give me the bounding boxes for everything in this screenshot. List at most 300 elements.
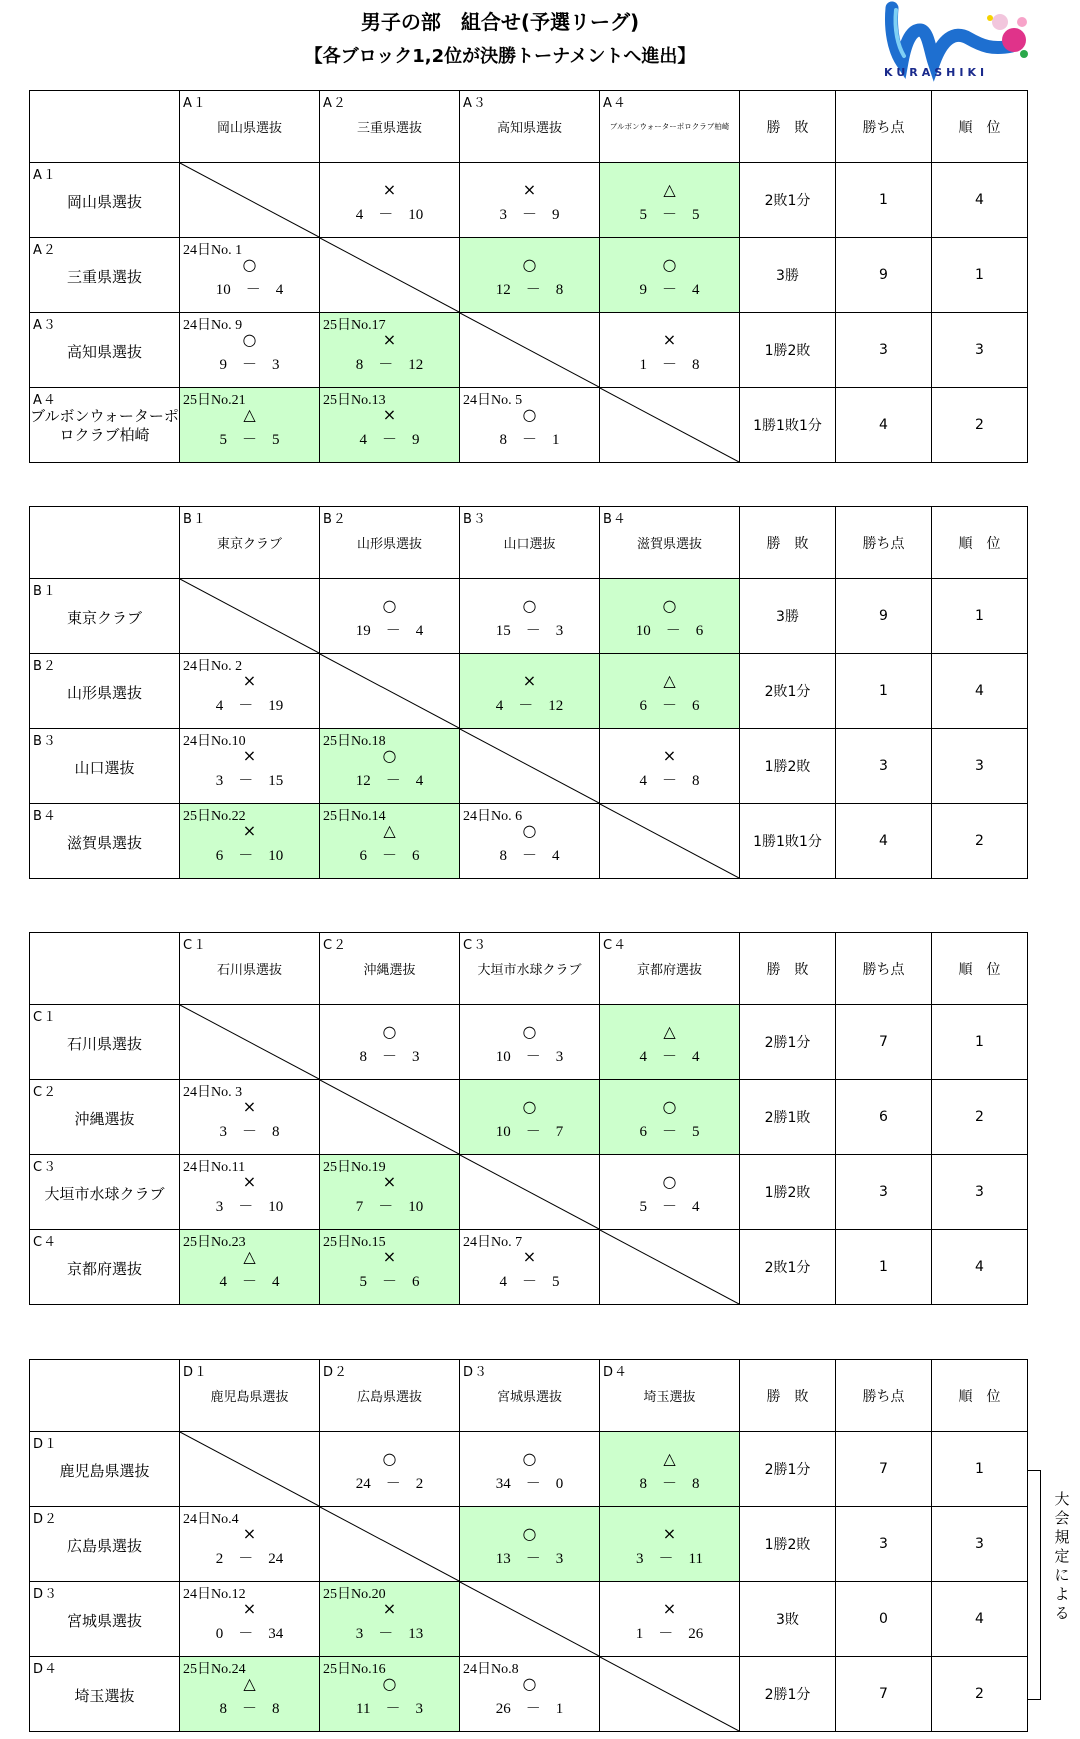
match-slot: 25日No.16	[323, 1662, 386, 1677]
rank-value: 1	[932, 1005, 1028, 1080]
win-loss-header: 勝 敗	[740, 933, 836, 1005]
points-value: 1	[836, 654, 932, 729]
team-name-header: 沖縄選抜	[363, 963, 416, 978]
match-score: 12 － 8	[495, 282, 564, 298]
match-result-cell	[460, 238, 600, 313]
table-row	[30, 579, 1028, 654]
result-mark: ○	[522, 821, 537, 840]
match-slot: 25日No.23	[183, 1235, 246, 1250]
match-result-cell	[180, 1582, 320, 1657]
result-mark: ×	[522, 1247, 537, 1266]
win-loss-header: 勝 敗	[740, 1360, 836, 1432]
match-score: 1 － 8	[639, 357, 700, 373]
result-mark: ×	[382, 405, 397, 424]
match-slot: 25日No.19	[323, 1160, 386, 1175]
diagonal-line	[180, 1005, 319, 1079]
match-score: 10 － 6	[635, 623, 704, 639]
row-header-team	[30, 1507, 180, 1582]
result-mark: ×	[522, 180, 537, 199]
match-result-cell	[600, 163, 740, 238]
points-value: 3	[836, 1507, 932, 1582]
table-row	[30, 1582, 1028, 1657]
win-loss-header: 勝 敗	[740, 91, 836, 163]
rank-value: 1	[932, 1432, 1028, 1507]
rank-value: 4	[932, 163, 1028, 238]
team-name-header: 東京クラブ	[216, 537, 282, 552]
team-code: A１	[183, 96, 207, 111]
team-name: 大垣市水球クラブ	[44, 1185, 165, 1203]
match-result-cell	[320, 1230, 460, 1305]
match-score: 12 － 4	[355, 773, 424, 789]
match-score: 13 － 3	[495, 1551, 564, 1567]
match-slot: 25日No.18	[323, 734, 386, 749]
result-mark: ×	[662, 746, 677, 765]
row-header-team	[30, 579, 180, 654]
team-name-header: ブルボンウォーターポロクラブ柏崎	[609, 122, 730, 131]
rank-value: 2	[932, 1657, 1028, 1732]
team-name: 宮城県選抜	[66, 1612, 142, 1630]
match-score: 7 － 10	[355, 1199, 424, 1215]
result-mark: ○	[242, 255, 257, 274]
match-score: 3 － 15	[215, 773, 284, 789]
match-score: 34 － 0	[495, 1476, 564, 1492]
match-score: 6 － 6	[639, 698, 700, 714]
table-row	[30, 1432, 1028, 1507]
league-table-block-4	[29, 1359, 1028, 1732]
result-mark: △	[663, 1449, 676, 1468]
team-name: 沖縄選抜	[74, 1110, 135, 1128]
match-score: 4 － 9	[359, 432, 420, 448]
match-slot: 25日No.15	[323, 1235, 386, 1250]
team-code: B４	[33, 809, 57, 824]
diagonal-line	[600, 1230, 739, 1304]
match-score: 4 － 4	[639, 1049, 700, 1065]
points-header: 勝ち点	[836, 1360, 932, 1432]
match-score: 3 － 9	[499, 207, 560, 223]
self-match-cell	[600, 388, 740, 463]
match-result-cell	[600, 579, 740, 654]
team-code: A２	[323, 96, 347, 111]
table-row	[30, 1155, 1028, 1230]
team-code: B３	[463, 512, 487, 527]
match-score: 19 － 4	[355, 623, 424, 639]
column-header-team	[320, 507, 460, 579]
result-mark: ○	[522, 1097, 537, 1116]
match-result-cell	[180, 388, 320, 463]
match-result-cell	[460, 163, 600, 238]
team-name-header: 埼玉選抜	[643, 1390, 696, 1405]
team-code: D１	[33, 1437, 59, 1452]
team-name: 石川県選抜	[66, 1035, 142, 1053]
result-mark: ○	[522, 1022, 537, 1041]
match-score: 8 － 1	[499, 432, 560, 448]
league-table-block-2	[29, 506, 1028, 879]
self-match-cell	[320, 1507, 460, 1582]
row-header-team	[30, 163, 180, 238]
logo-text: KURASHIKI	[884, 66, 989, 79]
table-row	[30, 654, 1028, 729]
points-value: 4	[836, 804, 932, 879]
tiebreak-note: 大会規定による	[1054, 1490, 1070, 1622]
rank-header: 順 位	[932, 933, 1028, 1005]
team-name-header: 滋賀県選抜	[636, 537, 702, 552]
team-name-header: 石川県選抜	[216, 963, 282, 978]
result-mark: ○	[382, 1449, 397, 1468]
page-subtitle: 【各ブロック1,2位が決勝トーナメントへ進出】	[304, 46, 696, 67]
self-match-cell	[180, 163, 320, 238]
match-score: 5 － 5	[219, 432, 280, 448]
match-score: 10 － 7	[495, 1124, 564, 1140]
column-header-team	[460, 1360, 600, 1432]
match-score: 5 － 5	[639, 207, 700, 223]
win-loss-record: 2敗1分	[740, 654, 836, 729]
match-result-cell	[320, 388, 460, 463]
self-match-cell	[460, 1582, 600, 1657]
match-score: 6 － 6	[359, 848, 420, 864]
match-score: 4 － 8	[639, 773, 700, 789]
result-mark: ○	[522, 1449, 537, 1468]
self-match-cell	[320, 1080, 460, 1155]
team-code: B３	[33, 734, 57, 749]
rank-value: 4	[932, 654, 1028, 729]
diagonal-line	[320, 238, 459, 312]
column-header-team	[320, 1360, 460, 1432]
rank-header: 順 位	[932, 1360, 1028, 1432]
match-result-cell	[460, 1657, 600, 1732]
column-header-team	[460, 507, 600, 579]
result-mark: ○	[522, 1674, 537, 1693]
points-header: 勝ち点	[836, 507, 932, 579]
result-mark: ○	[662, 1097, 677, 1116]
match-slot: 24日No.12	[183, 1587, 246, 1602]
rank-value: 2	[932, 1080, 1028, 1155]
team-code: C４	[33, 1235, 58, 1250]
win-loss-record: 1勝2敗	[740, 729, 836, 804]
result-mark: △	[663, 180, 676, 199]
diagonal-line	[320, 654, 459, 728]
column-header-team	[600, 933, 740, 1005]
match-slot: 24日No.8	[463, 1662, 519, 1677]
match-slot: 24日No. 6	[463, 809, 523, 824]
match-result-cell	[600, 1507, 740, 1582]
self-match-cell	[320, 654, 460, 729]
team-name-header: 山形県選抜	[356, 537, 422, 552]
match-slot: 25日No.20	[323, 1587, 386, 1602]
diagonal-line	[460, 729, 599, 803]
result-mark: ×	[242, 1524, 257, 1543]
team-name: 滋賀県選抜	[66, 834, 142, 852]
diagonal-line	[460, 1155, 599, 1229]
match-slot: 24日No.4	[183, 1512, 239, 1527]
rank-header: 順 位	[932, 91, 1028, 163]
match-result-cell	[180, 729, 320, 804]
match-result-cell	[600, 1005, 740, 1080]
match-result-cell	[320, 579, 460, 654]
win-loss-record: 1勝2敗	[740, 1155, 836, 1230]
table-row	[30, 163, 1028, 238]
team-name: 京都府選抜	[66, 1260, 142, 1278]
match-score: 6 － 5	[639, 1124, 700, 1140]
result-mark: ○	[522, 405, 537, 424]
match-result-cell	[600, 1155, 740, 1230]
rank-header: 順 位	[932, 507, 1028, 579]
rank-value: 4	[932, 1230, 1028, 1305]
column-header-team	[180, 507, 320, 579]
result-mark: △	[663, 671, 676, 690]
team-name: 広島県選抜	[66, 1537, 142, 1555]
match-slot: 24日No.11	[183, 1160, 246, 1175]
win-loss-record: 2勝1敗	[740, 1080, 836, 1155]
column-header-team	[600, 91, 740, 163]
match-result-cell	[320, 1432, 460, 1507]
team-code: C４	[603, 938, 628, 953]
match-result-cell	[320, 313, 460, 388]
corner-cell	[30, 507, 180, 579]
match-result-cell	[180, 1507, 320, 1582]
table-row	[30, 804, 1028, 879]
team-name: 鹿児島県選抜	[59, 1462, 150, 1480]
match-score: 2 － 24	[215, 1551, 284, 1567]
points-value: 3	[836, 313, 932, 388]
diagonal-line	[600, 1657, 739, 1731]
team-code: A４	[33, 393, 57, 408]
row-header-team	[30, 1657, 180, 1732]
match-score: 26 － 1	[495, 1701, 564, 1717]
match-result-cell	[320, 1155, 460, 1230]
result-mark: ×	[662, 1599, 677, 1618]
diagonal-line	[600, 388, 739, 462]
match-score: 3 － 10	[215, 1199, 284, 1215]
self-match-cell	[460, 313, 600, 388]
team-code: A１	[33, 168, 57, 183]
match-score: 4 － 12	[495, 698, 564, 714]
win-loss-record: 2勝1分	[740, 1657, 836, 1732]
column-header-team	[320, 91, 460, 163]
match-result-cell	[180, 1230, 320, 1305]
team-name-header: 京都府選抜	[636, 963, 702, 978]
result-mark: ×	[382, 330, 397, 349]
match-result-cell	[180, 1155, 320, 1230]
team-name-header: 宮城県選抜	[496, 1390, 562, 1405]
points-value: 3	[836, 1155, 932, 1230]
corner-cell	[30, 933, 180, 1005]
match-score: 4 － 19	[215, 698, 284, 714]
match-score: 10 － 3	[495, 1049, 564, 1065]
team-code: D４	[33, 1662, 59, 1677]
points-value: 3	[836, 729, 932, 804]
result-mark: ×	[382, 180, 397, 199]
table-row	[30, 1005, 1028, 1080]
row-header-team	[30, 804, 180, 879]
team-name-header: 広島県選抜	[356, 1390, 422, 1405]
team-name: 三重県選抜	[66, 268, 142, 286]
result-mark: ×	[382, 1599, 397, 1618]
win-loss-record: 3勝	[740, 238, 836, 313]
table-row	[30, 238, 1028, 313]
tiebreak-bracket	[1028, 1470, 1041, 1700]
result-mark: △	[383, 821, 396, 840]
points-value: 7	[836, 1005, 932, 1080]
win-loss-record: 1勝1敗1分	[740, 388, 836, 463]
match-result-cell	[460, 579, 600, 654]
row-header-team	[30, 654, 180, 729]
column-header-team	[600, 1360, 740, 1432]
result-mark: ×	[662, 1524, 677, 1543]
self-match-cell	[180, 1005, 320, 1080]
team-code: D２	[33, 1512, 59, 1527]
result-mark: ×	[242, 746, 257, 765]
match-result-cell	[320, 804, 460, 879]
table-row	[30, 388, 1028, 463]
result-mark: ×	[242, 1599, 257, 1618]
match-score: 8 － 8	[639, 1476, 700, 1492]
match-score: 1 － 26	[635, 1626, 704, 1642]
table-row	[30, 1230, 1028, 1305]
match-result-cell	[600, 238, 740, 313]
win-loss-record: 2敗1分	[740, 1230, 836, 1305]
match-slot: 24日No. 1	[183, 243, 243, 258]
points-value: 0	[836, 1582, 932, 1657]
result-mark: ○	[522, 596, 537, 615]
result-mark: △	[663, 1022, 676, 1041]
team-code: C３	[33, 1160, 58, 1175]
table-row	[30, 1657, 1028, 1732]
match-result-cell	[460, 1432, 600, 1507]
team-name-header: 鹿児島県選抜	[210, 1390, 289, 1405]
column-header-team	[320, 933, 460, 1005]
row-header-team	[30, 388, 180, 463]
result-mark: △	[243, 1674, 256, 1693]
result-mark: ×	[382, 1172, 397, 1191]
points-header: 勝ち点	[836, 91, 932, 163]
match-slot: 25日No.22	[183, 809, 246, 824]
match-score: 3 － 13	[355, 1626, 424, 1642]
result-mark: ○	[382, 596, 397, 615]
rank-value: 3	[932, 729, 1028, 804]
match-slot: 24日No. 3	[183, 1085, 243, 1100]
rank-value: 2	[932, 804, 1028, 879]
match-result-cell	[600, 729, 740, 804]
result-mark: △	[243, 405, 256, 424]
match-score: 3 － 11	[636, 1551, 703, 1567]
team-code: C２	[33, 1085, 58, 1100]
match-result-cell	[460, 1005, 600, 1080]
match-score: 10 － 4	[215, 282, 284, 298]
result-mark: ○	[662, 1172, 677, 1191]
result-mark: ○	[242, 330, 257, 349]
team-code: B２	[323, 512, 347, 527]
win-loss-record: 2勝1分	[740, 1005, 836, 1080]
result-mark: ×	[382, 1247, 397, 1266]
match-result-cell	[460, 804, 600, 879]
team-code: C３	[463, 938, 488, 953]
match-slot: 25日No.21	[183, 393, 246, 408]
diagonal-line	[180, 1432, 319, 1506]
column-header-team	[180, 91, 320, 163]
diagonal-line	[460, 313, 599, 387]
row-header-team	[30, 729, 180, 804]
column-header-team	[180, 1360, 320, 1432]
match-result-cell	[180, 313, 320, 388]
team-code: D３	[463, 1365, 489, 1380]
team-code: C２	[323, 938, 348, 953]
row-header-team	[30, 1080, 180, 1155]
self-match-cell	[180, 1432, 320, 1507]
league-table-block-3	[29, 932, 1028, 1305]
table-row	[30, 1507, 1028, 1582]
match-result-cell	[460, 388, 600, 463]
result-mark: ○	[382, 746, 397, 765]
team-code: B２	[33, 659, 57, 674]
match-slot: 25日No.14	[323, 809, 386, 824]
team-code: A４	[603, 96, 627, 111]
row-header-team	[30, 238, 180, 313]
win-loss-record: 3勝	[740, 579, 836, 654]
diagonal-line	[180, 163, 319, 237]
match-score: 8 － 8	[219, 1701, 280, 1717]
match-score: 24 － 2	[355, 1476, 424, 1492]
rank-value: 4	[932, 1582, 1028, 1657]
result-mark: ○	[382, 1674, 397, 1693]
table-row	[30, 1080, 1028, 1155]
self-match-cell	[460, 1155, 600, 1230]
match-score: 8 － 3	[359, 1049, 420, 1065]
points-value: 7	[836, 1432, 932, 1507]
match-result-cell	[460, 1507, 600, 1582]
match-result-cell	[600, 1582, 740, 1657]
match-score: 4 － 4	[219, 1274, 280, 1290]
result-mark: ○	[522, 1524, 537, 1543]
rank-value: 2	[932, 388, 1028, 463]
self-match-cell	[600, 1230, 740, 1305]
diagonal-line	[320, 1080, 459, 1154]
match-result-cell	[180, 238, 320, 313]
match-score: 5 － 6	[359, 1274, 420, 1290]
points-value: 4	[836, 388, 932, 463]
team-name: ブルボンウォーターポロクラブ柏崎	[30, 407, 179, 444]
column-header-team	[600, 507, 740, 579]
team-name-header: 高知県選抜	[496, 121, 562, 136]
win-loss-record: 2勝1分	[740, 1432, 836, 1507]
result-mark: ○	[662, 255, 677, 274]
match-result-cell	[600, 1080, 740, 1155]
match-result-cell	[460, 654, 600, 729]
result-mark: ×	[242, 1172, 257, 1191]
team-code: D４	[603, 1365, 629, 1380]
team-code: C１	[183, 938, 208, 953]
result-mark: ×	[662, 330, 677, 349]
match-result-cell	[320, 1657, 460, 1732]
rank-value: 1	[932, 579, 1028, 654]
result-mark: ○	[382, 1022, 397, 1041]
column-header-team	[460, 91, 600, 163]
team-name: 高知県選抜	[66, 343, 142, 361]
match-slot: 25日No.13	[323, 393, 386, 408]
self-match-cell	[320, 238, 460, 313]
table-row	[30, 313, 1028, 388]
match-slot: 25日No.17	[323, 318, 386, 333]
team-name: 山形県選抜	[66, 684, 142, 702]
win-loss-header: 勝 敗	[740, 507, 836, 579]
match-result-cell	[460, 1230, 600, 1305]
team-code: B１	[33, 584, 57, 599]
match-score: 0 － 34	[215, 1626, 284, 1642]
row-header-team	[30, 1155, 180, 1230]
match-score: 11 － 3	[356, 1701, 423, 1717]
table-row	[30, 729, 1028, 804]
row-header-team	[30, 1582, 180, 1657]
match-slot: 25日No.24	[183, 1662, 246, 1677]
